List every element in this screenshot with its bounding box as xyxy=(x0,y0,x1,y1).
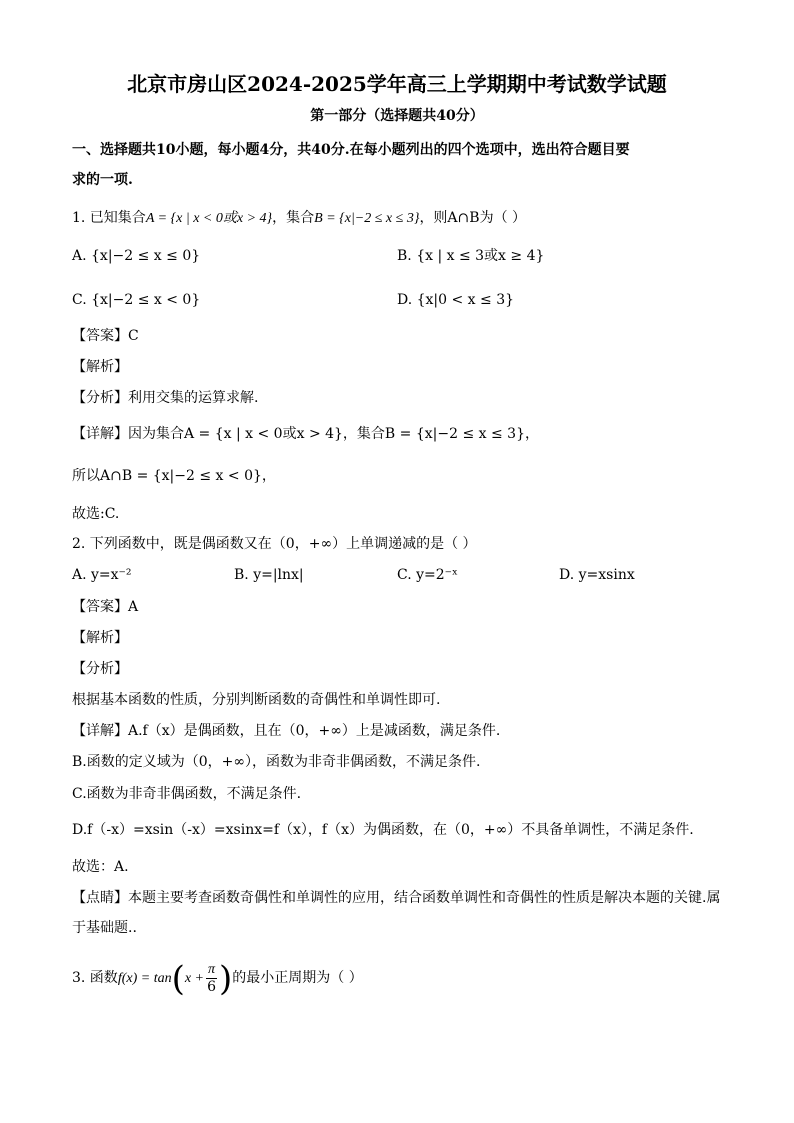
q1-stem xyxy=(72,208,526,229)
q2-dianjing-2: 于基础题.. xyxy=(72,920,137,936)
q3-denominator: 6 xyxy=(207,978,216,995)
q3-suffix: 的最小正周期为（ ） xyxy=(232,970,363,986)
q1-set-a: A = {x | x < 0或x > 4} xyxy=(145,211,273,226)
section-instruction-line2: 求的一项. xyxy=(72,172,133,188)
page-title: 北京市房山区2024-2025学年高三上学期期中考试数学试题 xyxy=(127,72,667,96)
part-heading: 第一部分（选择题共40分） xyxy=(310,108,484,124)
q1-suffix: ，则A∩B为（ ） xyxy=(419,210,527,226)
q1-prefix: 1. 已知集合 xyxy=(72,210,146,226)
q2-option-b: B. y=|lnx| xyxy=(234,567,304,583)
q3-func: f(x) = tan xyxy=(117,971,172,986)
q2-stem: 2. 下列函数中，既是偶函数又在（0，+∞）上单调递减的是（ ） xyxy=(72,536,477,552)
q2-detail-a: 【详解】A.f（x）是偶函数，且在（0，+∞）上是减函数，满足条件. xyxy=(72,723,501,739)
q2-jiexi: 【解析】 xyxy=(72,630,128,646)
q2-dianjing-1: 【点睛】本题主要考查函数奇偶性和单调性的应用，结合函数单调性和奇偶性的性质是解决本题的关键.属 xyxy=(72,890,721,906)
q3-fraction xyxy=(206,962,217,995)
q1-choose: 故选:C. xyxy=(72,506,120,522)
q1-option-d: D. {x|0 < x ≤ 3} xyxy=(397,292,515,308)
q1-mid: ，集合 xyxy=(272,210,315,226)
q3-right-paren: ) xyxy=(219,959,233,999)
q1-option-b: B. {x | x ≤ 3或x ≥ 4} xyxy=(397,248,545,264)
q3-stem xyxy=(72,958,363,999)
q2-option-a: A. y=x⁻² xyxy=(72,567,132,583)
q2-detail-d: D.f（-x）=xsin（-x）=xsinx=f（x），f（x）为偶函数，在（0，+∞）不具备单调性，不满足条件. xyxy=(72,822,694,838)
q2-option-d: D. y=xsinx xyxy=(559,567,635,583)
q2-detail-b: B.函数的定义域为（0，+∞），函数为非奇非偶函数，不满足条件. xyxy=(72,754,481,770)
q1-set-b: B = {x|−2 ≤ x ≤ 3} xyxy=(314,211,420,226)
section-instruction-line1: 一、选择题共10小题，每小题4分，共40分.在每小题列出的四个选项中，选出符合题目要 xyxy=(72,142,630,158)
q2-option-c: C. y=2⁻ˣ xyxy=(397,567,458,583)
q3-numerator: π xyxy=(208,961,216,977)
q1-detail-2: 所以A∩B = {x|−2 ≤ x < 0}， xyxy=(72,468,276,484)
q2-fenxi-text: 根据基本函数的性质，分别判断函数的奇偶性和单调性即可. xyxy=(72,692,441,708)
q3-inner: x + xyxy=(184,971,205,986)
q2-detail-c: C.函数为非奇非偶函数，不满足条件. xyxy=(72,786,302,802)
q1-option-c: C. {x|−2 ≤ x < 0} xyxy=(72,292,201,308)
q2-fenxi: 【分析】 xyxy=(72,661,128,677)
q3-left-paren: ( xyxy=(171,959,185,999)
q2-answer: 【答案】A xyxy=(72,599,139,615)
q2-choose: 故选：A. xyxy=(72,859,129,875)
q1-jiexi: 【解析】 xyxy=(72,359,128,375)
q1-answer: 【答案】C xyxy=(72,328,139,344)
q1-detail-1: 【详解】因为集合A = {x | x < 0或x > 4}，集合B = {x|−2 ≤ x ≤ 3}， xyxy=(72,426,539,442)
q3-prefix: 3. 函数 xyxy=(72,970,118,986)
q1-fenxi: 【分析】利用交集的运算求解. xyxy=(72,390,259,406)
q1-option-a: A. {x|−2 ≤ x ≤ 0} xyxy=(72,248,201,264)
